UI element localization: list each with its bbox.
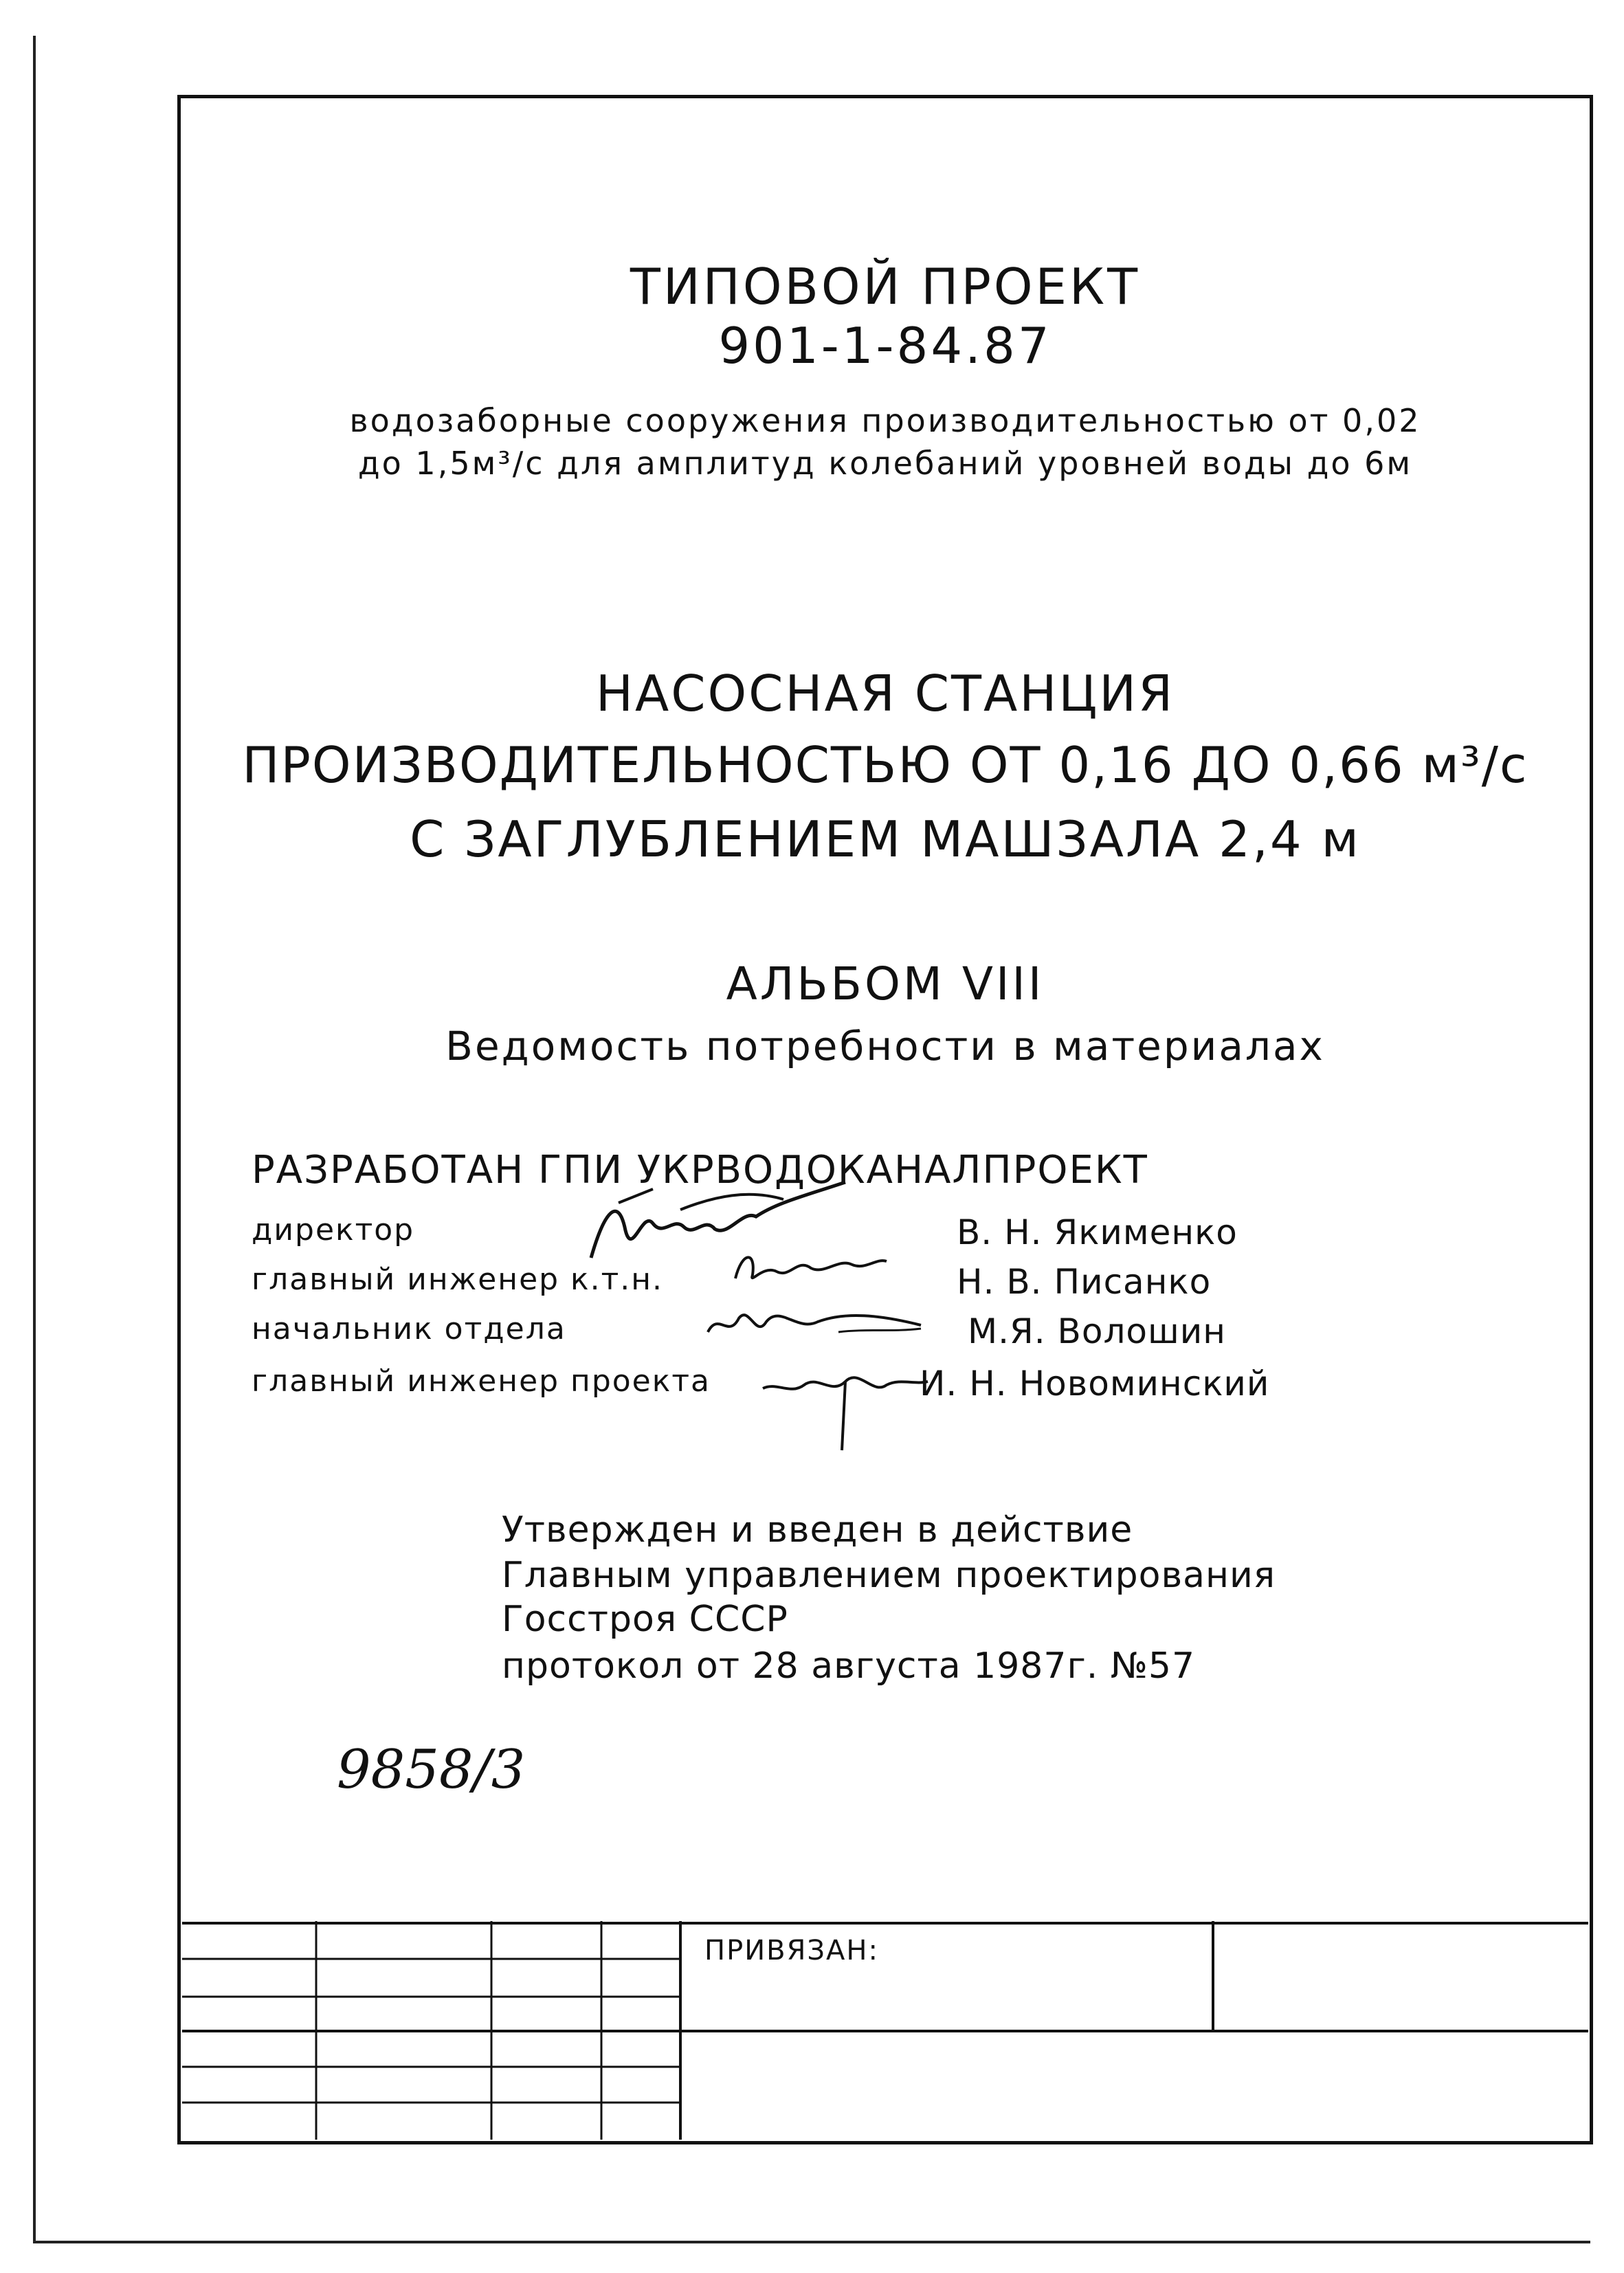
album-label: АЛЬБОМ VIII [726,957,1045,1010]
album-subtitle: Ведомость потребности в материалах [445,1023,1325,1069]
role-chief-engineer: главный инженер к.т.н. [252,1262,663,1297]
approval-line3: Госстроя СССР [502,1599,788,1640]
name-project-chief-engineer: И. Н. Новоминский [920,1364,1270,1404]
approval-protocol: протокол от 28 августа 1987г. №57 [502,1645,1196,1687]
stamp-label: ПРИВЯЗАН: [704,1935,879,1966]
approval-line2: Главным управлением проектирования [502,1555,1276,1596]
role-department-head: начальник отдела [252,1311,566,1346]
name-director: В. Н. Якименко [957,1212,1238,1252]
name-department-head: М.Я. Волошин [968,1311,1226,1351]
station-title-line2: ПРОИЗВОДИТЕЛЬНОСТЬЮ ОТ 0,16 ДО 0,66 м³/с [242,736,1528,794]
project-subtitle-line2: до 1,5м³/с для амплитуд колебаний уровней воды до 6м [357,445,1413,482]
archive-number: 9858/3 [337,1739,526,1801]
role-director: директор [252,1212,415,1248]
stamp-grid [182,1921,1588,2142]
project-subtitle-line1: водозаборные сооружения производительностью от 0,02 [349,402,1421,439]
document-title: ТИПОВОЙ ПРОЕКТ [630,258,1141,315]
name-chief-engineer: Н. В. Писанко [957,1262,1212,1302]
station-title-line3: С ЗАГЛУБЛЕНИЕМ МАШЗАЛА 2,4 м [410,810,1361,868]
stamp-block [182,1921,1588,2142]
approval-line1: Утвержден и введен в действие [502,1509,1133,1551]
signature-chief-engineer [728,1237,893,1292]
project-number: 901-1-84.87 [718,317,1052,375]
signature-department-head [701,1291,935,1353]
developer-label: РАЗРАБОТАН ГПИ УКРВОДОКАНАЛПРОЕКТ [252,1148,1148,1193]
role-project-chief-engineer: главный инженер проекта [252,1364,711,1399]
signature-project-chief-engineer [756,1347,935,1457]
station-title-line1: НАСОСНАЯ СТАНЦИЯ [595,665,1175,722]
drawing-frame [177,95,1593,2144]
